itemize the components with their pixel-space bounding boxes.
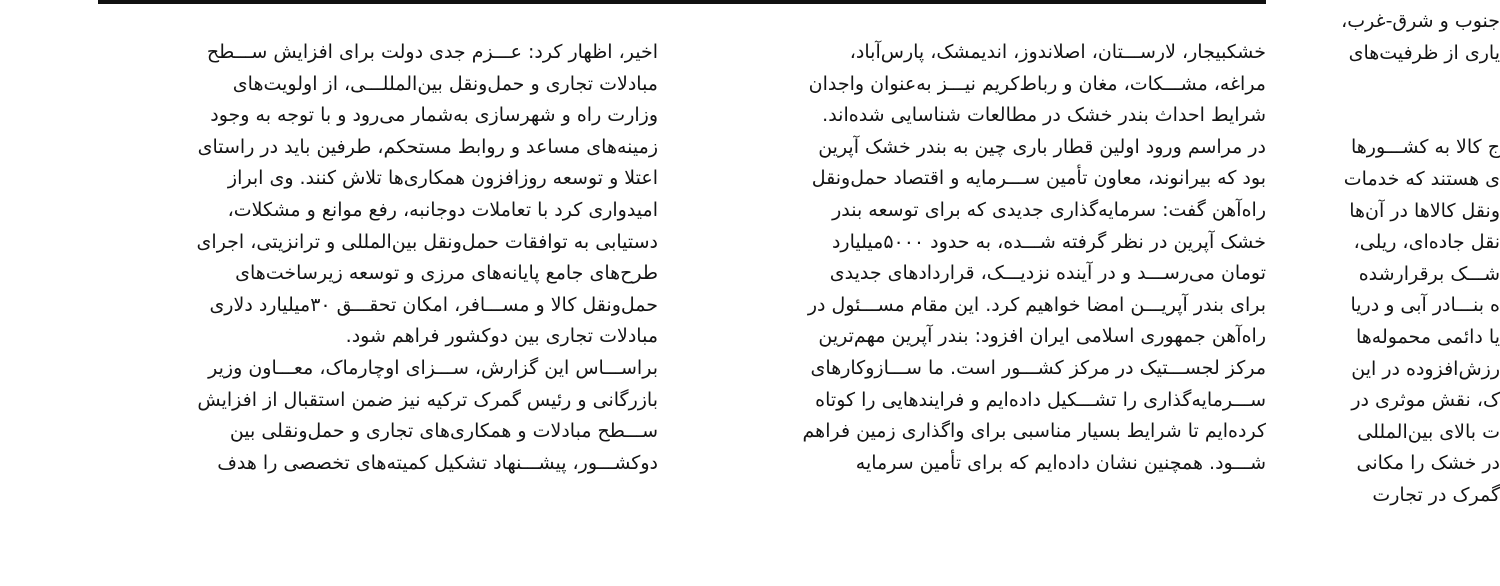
text-line: برای بندر آپریـــن امضا خواهیم کرد. این مقام مســـئول در [807,293,1266,316]
text-line [1290,101,1500,133]
text-line: مراغه، مشـــکات، مغان و رباط‌کریم نیـــز به‌عنوان واجدان [808,72,1266,95]
text-line: راه‌آهن گفت: سرمایه‌گذاری جدیدی که برای توسعه بندر [832,198,1266,221]
article-column-middle [700,37,1266,479]
text-line: حمل‌ونقل کالا و مســـافر، امکان تحقـــق ۳۰میلیارد دلاری [209,293,658,316]
text-line: ی هستند که خدمات [1343,167,1500,190]
text-line: کرده‌ایم تا شرایط بسیار مناسبی برای واگذاری زمین فراهم [802,420,1266,443]
text-line: ســـطح مبادلات و همکاری‌های تجاری و حمل‌ونقلی بین [229,420,658,443]
text-line: یا دائمی محموله‌ها [1355,325,1500,348]
text-line: جنوب و شرق-غرب، [1341,10,1500,32]
text-line: بود که بیرانوند، معاون تأمین ســـرمایه و اقتصاد حمل‌ونقل [811,167,1266,190]
article-column-left [90,37,658,479]
text-line: نقل جاده‌ای، ریلی، [1353,231,1500,254]
text-line: خشک آپرین در نظر گرفته شـــده، به حدود ۵۰۰۰میلیارد [831,230,1266,253]
text-line: وزارت راه و شهرسازی به‌شمار می‌رود و با توجه به وجود [210,104,658,127]
text-line [1290,69,1500,101]
text-line: خشکبیجار، لارســـتان، اصلاندوز، اندیمشک، پارس‌آباد، [849,41,1266,63]
text-line: اخیر، اظهار کرد: عـــزم جدی دولت برای افزایش ســـطح [206,41,658,63]
text-line: تومان می‌رســـد و در آینده نزدیـــک، قراردادهای جدیدی [829,262,1266,285]
text-line: ک، نقش موثری در [1351,389,1500,412]
text-line: زمینه‌های مساعد و روابط مستحکم، طرفین باید در راستای [197,135,658,158]
text-line: شـــک برقرارشده [1358,262,1500,285]
text-line: مبادلات تجاری بین دوکشور فراهم شود. [345,325,658,348]
article-column-right-cropped [1290,6,1500,512]
text-line: ه بنـــادر آبی و دریا [1350,294,1500,317]
text-line: یاری از ظرفیت‌های [1348,41,1500,64]
text-line: در خشک را مکانی [1356,452,1500,475]
text-line: ســـرمایه‌گذاری را تشـــکیل داده‌ایم و فرایندهایی را کوتاه [815,388,1266,411]
text-line: مرکز لجســـتیک در مرکز کشـــور است. ما ســـازوکارهای [810,356,1266,379]
text-line: ونقل کالاها در آن‌ها [1349,199,1500,222]
text-line: براســـاس این گزارش، ســـزای اوچارماک، معـــاون وزیر [208,356,658,379]
text-line: بازرگانی و رئیس گمرک ترکیه نیز ضمن استقبال از افزایش [197,388,658,411]
text-line: دستیابی به توافقات حمل‌ونقل بین‌المللی و ترانزیتی، اجرای [196,230,658,253]
text-line: در مراسم ورود اولین قطار باری چین به بندر خشک آپرین [818,135,1266,158]
text-line: شـــود. همچنین نشان داده‌ایم که برای تأمین سرمایه [855,451,1266,474]
text-line: طرح‌های جامع پایانه‌های مرزی و توسعه زیرساخت‌های [235,262,658,285]
text-line: امیدواری کرد با تعاملات دوجانبه، رفع موانع و مشکلات، [227,198,658,221]
text-line: ت بالای بین‌المللی [1357,420,1500,443]
text-line: رزش‌افزوده در این [1351,357,1500,380]
text-line: راه‌آهن جمهوری اسلامی ایران افزود: بندر آپرین مهم‌ترین [818,325,1266,348]
text-line: شرایط احداث بندر خشک در مطالعات شناسایی شده‌اند. [822,104,1266,127]
text-line: گمرک در تجارت [1372,483,1500,506]
top-rule [98,0,1266,4]
text-line: ج کالا به کشـــورها [1350,136,1500,159]
text-line: مبادلات تجاری و حمل‌ونقل بین‌المللـــی، از اولویت‌های [232,72,658,95]
text-line: اعتلا و توسعه روزافزون همکاری‌ها تلاش کنند. وی ابراز [227,167,658,190]
text-line: دوکشـــور، پیشـــنهاد تشکیل کمیته‌های تخصصی را هدف [217,451,658,474]
